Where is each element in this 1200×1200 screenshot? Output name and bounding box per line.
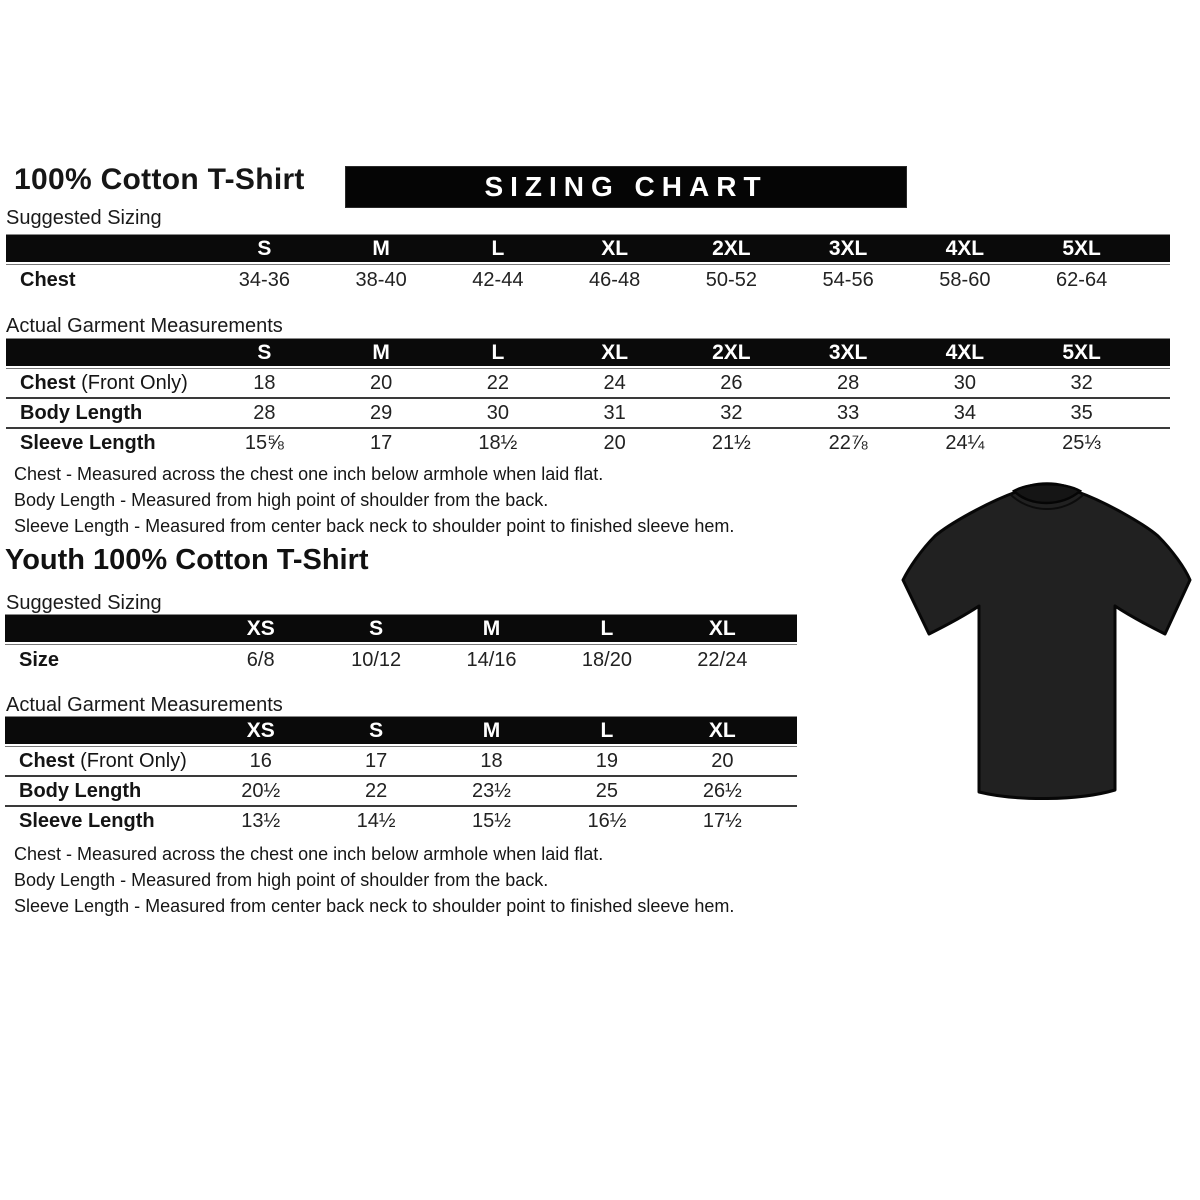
column-header: M bbox=[372, 340, 390, 364]
value-cell: 15½ bbox=[472, 809, 511, 832]
value-cell: 31 bbox=[603, 401, 626, 424]
value-cell: 14/16 bbox=[466, 649, 517, 671]
column-header: 2XL bbox=[712, 340, 751, 364]
column-header: XL bbox=[708, 616, 736, 640]
value-cell: 19 bbox=[595, 749, 619, 772]
row-label: Chest (Front Only) bbox=[19, 749, 187, 772]
measurement-note: Sleeve Length - Measured from center back neck to shoulder point to finished sleeve hem. bbox=[14, 896, 735, 916]
table-header-row bbox=[5, 614, 797, 642]
value-cell: 34-36 bbox=[238, 269, 290, 291]
column-header: L bbox=[600, 616, 614, 640]
value-cell: 24 bbox=[603, 371, 626, 394]
column-header: 5XL bbox=[1062, 340, 1101, 364]
adult-measurement-notes bbox=[14, 461, 734, 539]
measurement-note: Chest - Measured across the chest one inch below armhole when laid flat. bbox=[14, 464, 604, 484]
value-cell: 17½ bbox=[702, 809, 742, 832]
value-cell: 50-52 bbox=[705, 269, 757, 291]
column-header: S bbox=[369, 718, 384, 742]
adult-actual-measurements-heading: Actual Garment Measurements bbox=[6, 315, 283, 337]
youth-suggested-sizing-table bbox=[5, 614, 797, 676]
value-cell: 38-40 bbox=[355, 269, 407, 291]
value-cell: 22/24 bbox=[697, 649, 748, 671]
column-header: S bbox=[257, 340, 272, 364]
value-cell: 16½ bbox=[587, 809, 627, 832]
row-label: Body Length bbox=[20, 401, 143, 424]
value-cell: 26½ bbox=[702, 779, 742, 802]
youth-actual-measurements-table bbox=[5, 716, 797, 835]
value-cell: 34 bbox=[953, 401, 976, 424]
value-cell: 54-56 bbox=[822, 269, 874, 291]
column-header: XS bbox=[246, 718, 275, 742]
table-row bbox=[5, 746, 797, 775]
column-header: XL bbox=[601, 340, 629, 364]
page-title: 100% Cotton T-Shirt bbox=[14, 163, 305, 196]
value-cell: 15⅝ bbox=[244, 431, 284, 454]
column-header: L bbox=[491, 340, 505, 364]
measurement-note: Sleeve Length - Measured from center back neck to shoulder point to finished sleeve hem. bbox=[14, 516, 735, 536]
value-cell: 32 bbox=[720, 401, 743, 424]
column-header: M bbox=[482, 718, 501, 742]
column-header: L bbox=[491, 236, 505, 260]
sizing-chart-banner bbox=[345, 166, 907, 208]
tshirt-body bbox=[903, 484, 1190, 799]
table-header-row bbox=[6, 338, 1170, 366]
value-cell: 35 bbox=[1070, 401, 1093, 424]
value-cell: 18/20 bbox=[581, 649, 632, 671]
value-cell: 20½ bbox=[241, 779, 281, 802]
table-row bbox=[6, 368, 1170, 397]
value-cell: 20 bbox=[603, 431, 626, 454]
value-cell: 30 bbox=[953, 371, 976, 394]
column-header: L bbox=[600, 718, 614, 742]
value-cell: 6/8 bbox=[246, 649, 275, 671]
value-cell: 28 bbox=[253, 401, 276, 424]
column-header: M bbox=[482, 616, 501, 640]
adult-actual-measurements-table bbox=[6, 338, 1170, 457]
table-header-row bbox=[5, 716, 797, 744]
value-cell: 25 bbox=[595, 779, 619, 802]
youth-measurement-notes bbox=[14, 841, 734, 919]
row-label: Sleeve Length bbox=[19, 809, 155, 832]
value-cell: 22 bbox=[486, 371, 509, 394]
measurement-note: Chest - Measured across the chest one inch below armhole when laid flat. bbox=[14, 844, 604, 864]
table-header-row bbox=[6, 234, 1170, 262]
row-label: Size bbox=[19, 649, 60, 671]
value-cell: 17 bbox=[370, 431, 393, 454]
value-cell: 42-44 bbox=[472, 269, 524, 291]
row-label: Chest bbox=[20, 269, 76, 291]
value-cell: 26 bbox=[720, 371, 743, 394]
table-row bbox=[5, 775, 797, 805]
measurement-note: Body Length - Measured from high point of shoulder from the back. bbox=[14, 490, 549, 510]
value-cell: 16 bbox=[249, 749, 272, 772]
value-cell: 22⅞ bbox=[828, 431, 868, 454]
youth-section-title: Youth 100% Cotton T-Shirt bbox=[5, 544, 369, 576]
table-row bbox=[6, 264, 1170, 296]
row-label: Chest (Front Only) bbox=[20, 371, 188, 394]
table-row bbox=[6, 427, 1170, 457]
column-header: 4XL bbox=[945, 340, 985, 364]
value-cell: 20 bbox=[711, 749, 734, 772]
column-header: XL bbox=[601, 236, 629, 260]
table-row bbox=[6, 397, 1170, 427]
adult-suggested-sizing-table bbox=[6, 234, 1170, 296]
value-cell: 14½ bbox=[356, 809, 396, 832]
value-cell: 18½ bbox=[478, 431, 518, 454]
value-cell: 23½ bbox=[472, 779, 511, 802]
column-header: 3XL bbox=[828, 340, 868, 364]
row-label: Body Length bbox=[19, 779, 142, 802]
column-header: 2XL bbox=[712, 236, 751, 260]
value-cell: 20 bbox=[370, 371, 393, 394]
youth-actual-measurements-heading: Actual Garment Measurements bbox=[6, 694, 283, 716]
value-cell: 13½ bbox=[241, 809, 281, 832]
column-header: S bbox=[257, 236, 272, 260]
value-cell: 21½ bbox=[711, 431, 751, 454]
value-cell: 17 bbox=[364, 749, 388, 772]
column-header: XL bbox=[708, 718, 736, 742]
value-cell: 10/12 bbox=[351, 649, 402, 671]
sizing-chart-banner-label: SIZING CHART bbox=[484, 171, 768, 202]
column-header: XS bbox=[246, 616, 275, 640]
value-cell: 25⅓ bbox=[1062, 431, 1102, 454]
value-cell: 28 bbox=[837, 371, 860, 394]
value-cell: 62-64 bbox=[1056, 269, 1108, 291]
tshirt-image bbox=[898, 474, 1194, 808]
column-header: 4XL bbox=[945, 236, 985, 260]
value-cell: 22 bbox=[364, 779, 388, 802]
value-cell: 58-60 bbox=[939, 269, 991, 291]
value-cell: 33 bbox=[837, 401, 860, 424]
measurement-note: Body Length - Measured from high point of shoulder from the back. bbox=[14, 870, 549, 890]
adult-suggested-sizing-heading: Suggested Sizing bbox=[6, 207, 162, 229]
value-cell: 32 bbox=[1070, 371, 1093, 394]
row-label: Sleeve Length bbox=[20, 431, 156, 454]
value-cell: 18 bbox=[480, 749, 503, 772]
youth-suggested-sizing-heading: Suggested Sizing bbox=[6, 592, 162, 614]
column-header: 5XL bbox=[1062, 236, 1101, 260]
value-cell: 29 bbox=[370, 401, 393, 424]
column-header: 3XL bbox=[828, 236, 868, 260]
value-cell: 18 bbox=[253, 371, 276, 394]
value-cell: 46-48 bbox=[589, 269, 641, 291]
table-row bbox=[5, 644, 797, 676]
value-cell: 30 bbox=[486, 401, 509, 424]
table-row bbox=[5, 805, 797, 835]
value-cell: 24¼ bbox=[945, 431, 985, 454]
column-header: M bbox=[372, 236, 390, 260]
column-header: S bbox=[369, 616, 384, 640]
